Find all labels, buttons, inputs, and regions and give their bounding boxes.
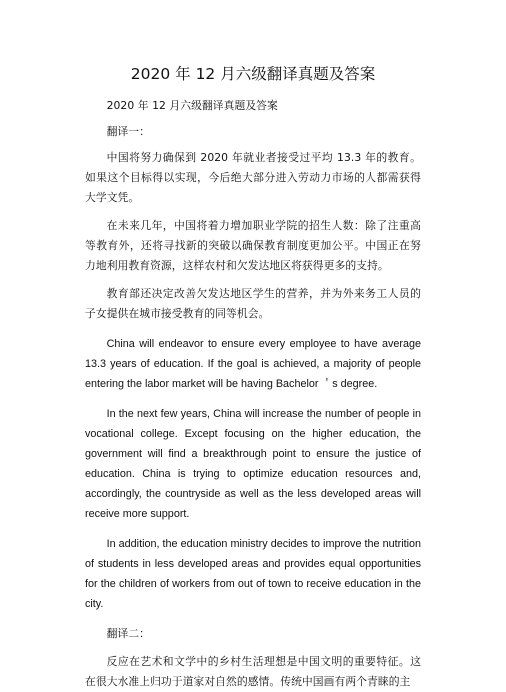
chinese-paragraph-1: 中国将努力确保到 2020 年就业者接受过平均 13.3 年的教育。如果这个目标得以实现，今后绝大部分进入劳动力市场的人都需获得大学文凭。	[85, 151, 421, 204]
section-heading-translation-1: 翻译一：	[106, 125, 150, 138]
chinese-paragraph-3: 教育部还决定改善欠发达地区学生的营养，并为外来务工人员的子女提供在城市接受教育的同等机会。	[85, 287, 421, 320]
english-paragraph-3: In addition, the education ministry decides to improve the nutrition of students in less developed areas and provides equal opportunities for the children of workers from out of town to receive education in the city.	[85, 538, 421, 610]
document-body	[85, 96, 421, 692]
chinese-paragraph-4: 反应在艺术和文学中的乡村生活理想是中国文明的重要特征。这在很大水准上归功于道家对自然的感情。传统中国画有两个青睐的主	[85, 655, 421, 688]
section-heading-translation-2: 翻译二：	[106, 627, 150, 640]
english-paragraph-2: In the next few years, China will increase the number of people in vocational college. Except focusing on the higher education, the government will find a breakthrough point to ensure the justice of education. China is trying to optimize education resources and, accordingly, the countryside as well as the less developed areas will receive more support.	[85, 408, 421, 520]
subtitle-paragraph: 2020 年 12 月六级翻译真题及答案	[106, 99, 278, 112]
document-title: 2020 年 12 月六级翻译真题及答案	[130, 65, 376, 83]
english-paragraph-1: China will endeavor to ensure every employee to have average 13.3 years of education. If the goal is achieved, a majority of people entering the labor market will be having Bachelor ＇s degree.	[85, 338, 421, 390]
chinese-paragraph-2: 在未来几年，中国将着力增加职业学院的招生人数：除了注重高等教育外，还将寻找新的突破以确保教育制度更加公平。中国正在努力地利用教育资源，这样农村和欠发达地区将获得更多的支持。	[85, 219, 421, 272]
